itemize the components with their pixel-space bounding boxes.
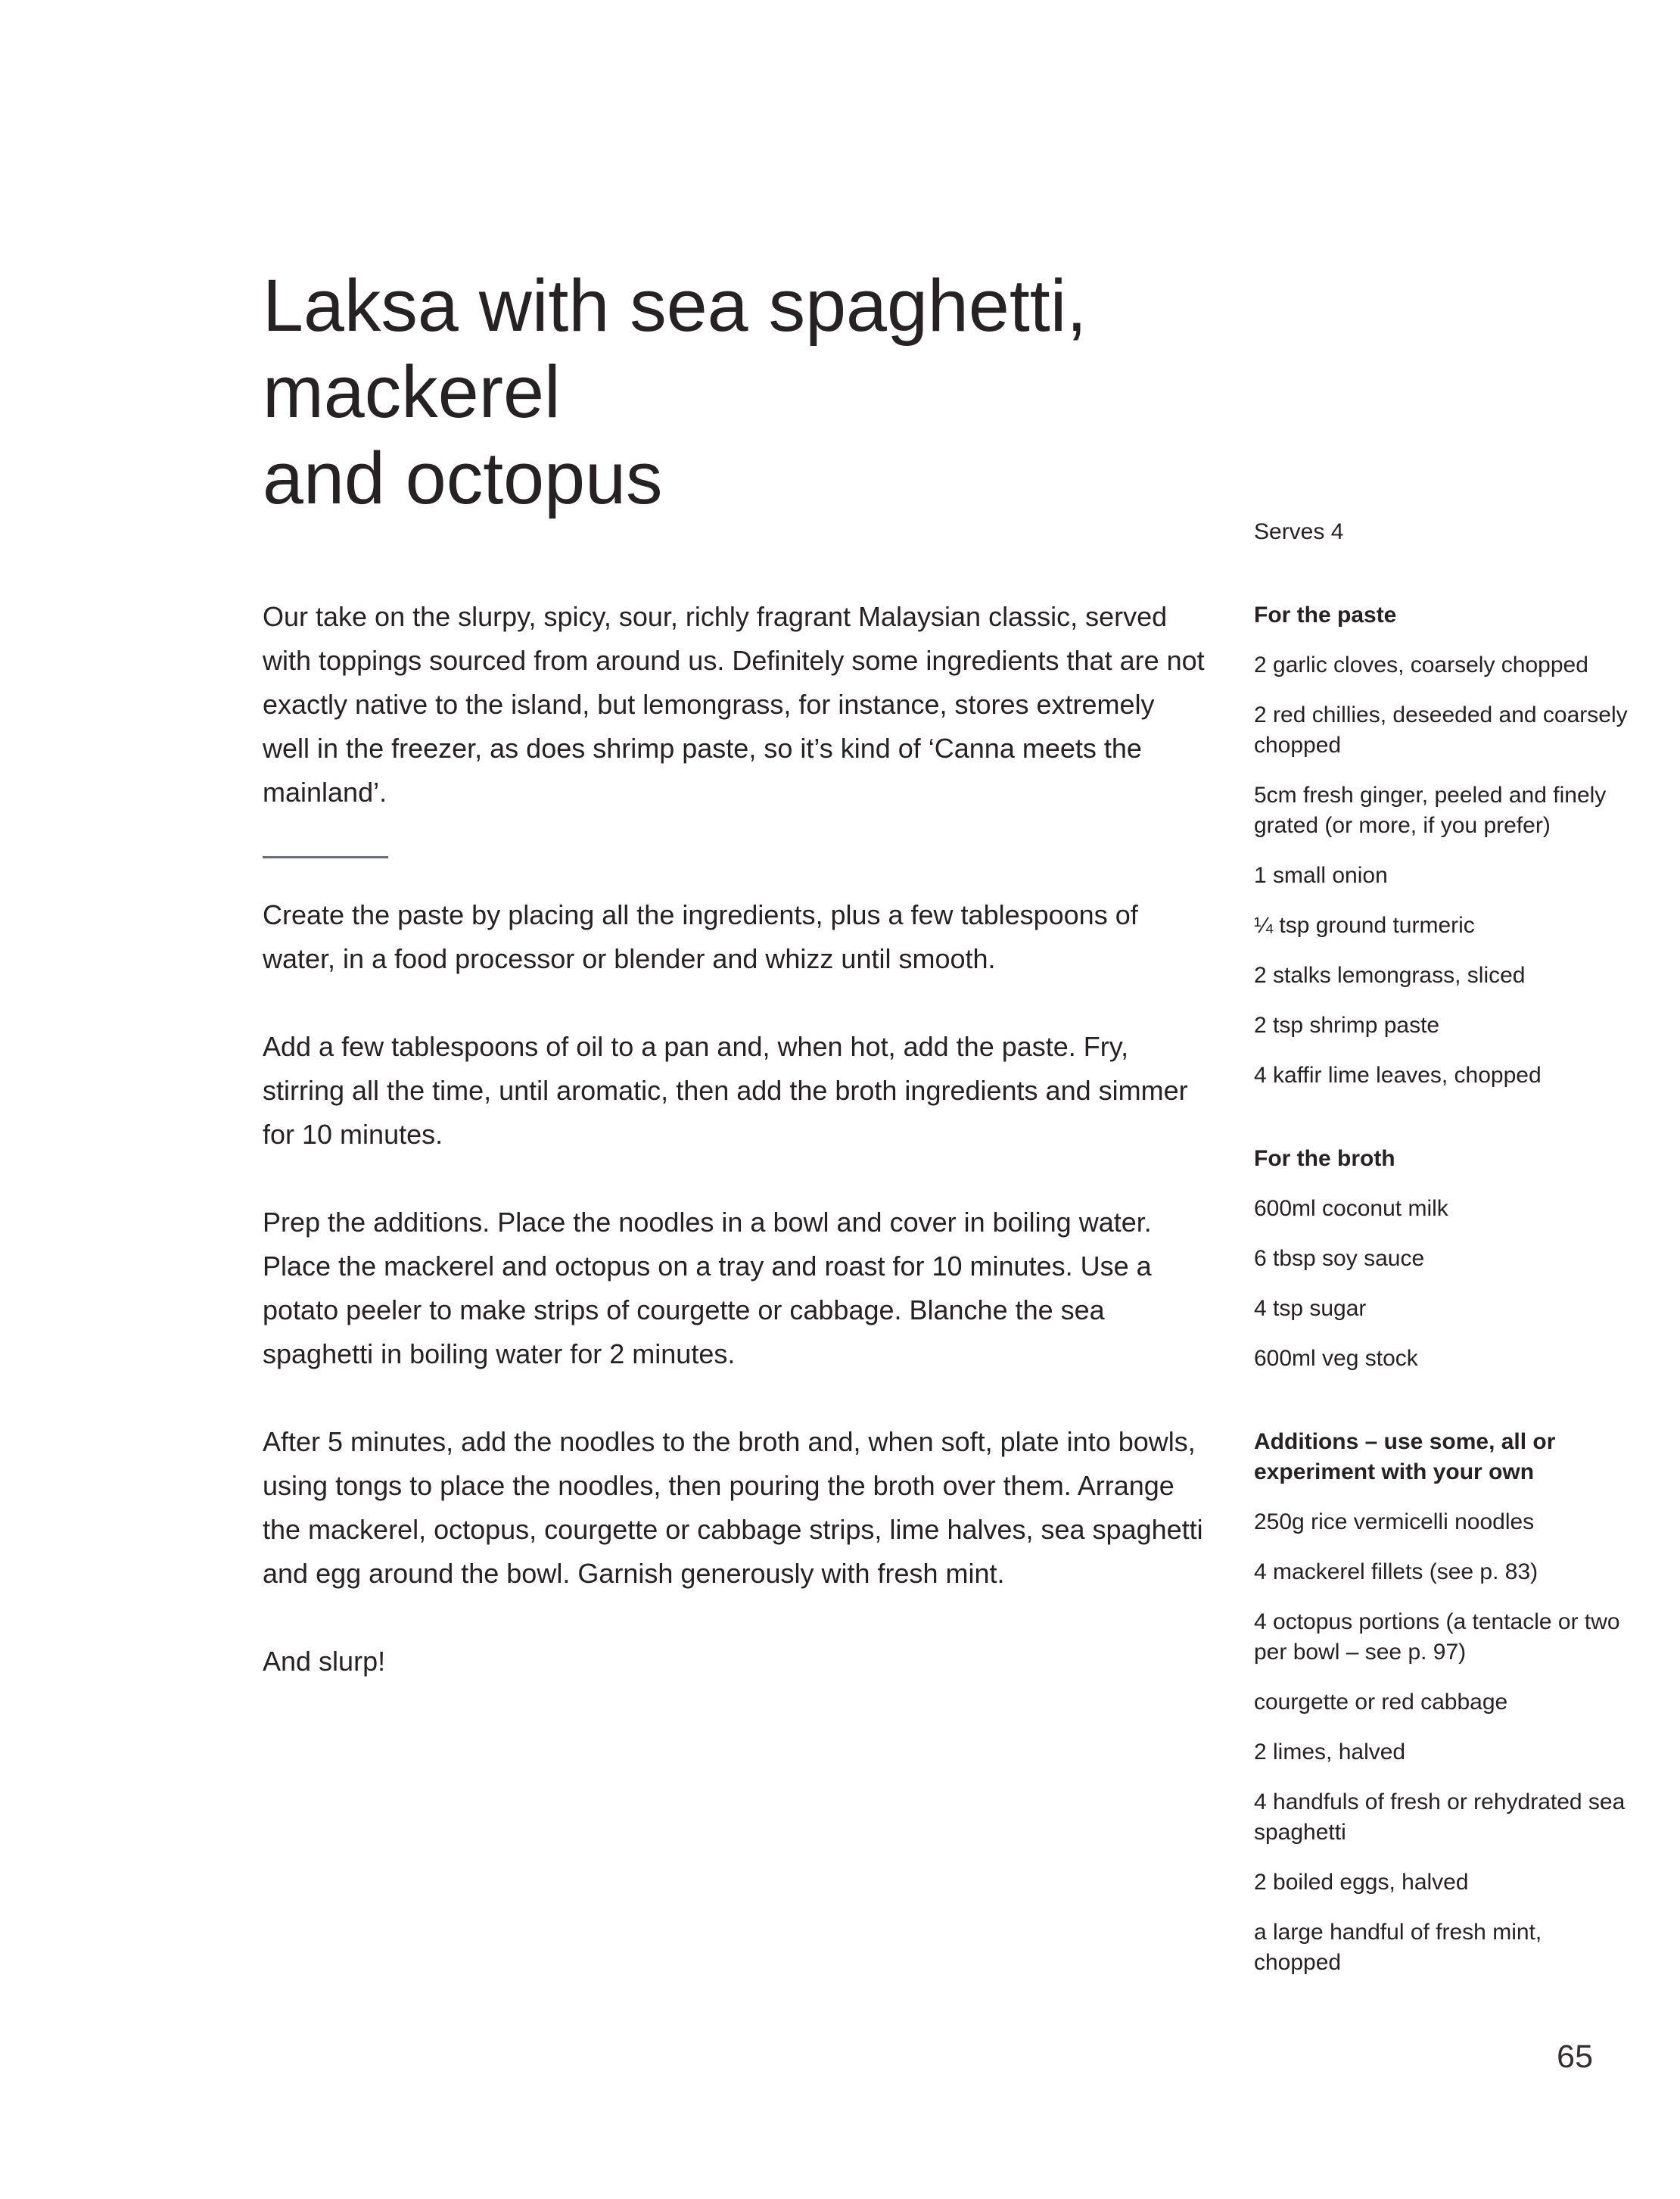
broth-section-heading: For the broth xyxy=(1254,1146,1395,1171)
ingredient-item: 4 tsp sugar xyxy=(1254,1296,1367,1321)
ingredient-item: 2 stalks lemongrass, sliced xyxy=(1254,963,1526,988)
ingredient-item: ¼ tsp ground turmeric xyxy=(1254,913,1475,938)
intro-paragraph: Our take on the slurpy, spicy, sour, richly fragrant Malaysian classic, served with toppings sourced from around us. Definitely some ingredients that are not exactly native to the island, but lemongrass, for instance, stores extremely well in the freezer, as does shrimp paste, so it’s kind of ‘Canna meets the mainland’. xyxy=(263,601,1205,808)
method-paragraph-2: Add a few tablespoons of oil to a pan and, when hot, add the paste. Fry, stirring all the time, until aromatic, then add the broth ingredients and simmer for 10 minutes. xyxy=(263,1031,1188,1150)
ingredient-item: 4 kaffir lime leaves, chopped xyxy=(1254,1063,1542,1088)
section-divider xyxy=(263,856,388,858)
ingredient-item: 600ml coconut milk xyxy=(1254,1196,1448,1221)
ingredient-item: 2 limes, halved xyxy=(1254,1740,1406,1764)
ingredient-item: a large handful of fresh mint, chopped xyxy=(1254,1920,1542,1975)
page-title xyxy=(263,263,1205,522)
ingredient-item: 4 mackerel fillets (see p. 83) xyxy=(1254,1559,1538,1584)
method-paragraph-3: Prep the additions. Place the noodles in a bowl and cover in boiling water. Place the mackerel and octopus on a tray and roast for 10 minutes. Use a potato peeler to make strips of courgette or cabbage. Blanche the sea spaghetti in boiling water for 2 minutes. xyxy=(263,1207,1152,1369)
ingredient-item: 4 octopus portions (a tentacle or two per bowl – see p. 97) xyxy=(1254,1609,1620,1665)
ingredient-item: 2 tsp shrimp paste xyxy=(1254,1013,1440,1038)
ingredient-item: 600ml veg stock xyxy=(1254,1346,1418,1371)
ingredient-item: 6 tbsp soy sauce xyxy=(1254,1246,1425,1271)
ingredient-item: 2 red chillies, deseeded and coarsely chopped xyxy=(1254,702,1628,758)
ingredients-sidebar xyxy=(1254,517,1629,1978)
method-paragraph-1: Create the paste by placing all the ingredients, plus a few tablespoons of water, in a food processor or blender and whizz until smooth. xyxy=(263,899,1138,974)
page-number: 65 xyxy=(1557,2039,1593,2075)
ingredient-item: 5cm fresh ginger, peeled and finely grated (or more, if you prefer) xyxy=(1254,783,1607,838)
ingredient-item: 2 boiled eggs, halved xyxy=(1254,1870,1469,1895)
ingredient-item: 2 garlic cloves, coarsely chopped xyxy=(1254,653,1588,677)
serves-label: Serves 4 xyxy=(1254,519,1344,544)
page-title-line-1: Laksa with sea spaghetti, mackerel xyxy=(263,264,1087,433)
method-paragraph-4: After 5 minutes, add the noodles to the broth and, when soft, plate into bowls, using tongs to place the noodles, then pouring the broth over them. Arrange the mackerel, octopus, courgette or cabbage strips, lime halves, sea spaghetti and egg around the bowl. Garnish generously with fresh mint. xyxy=(263,1426,1203,1589)
paste-section-heading: For the paste xyxy=(1254,603,1397,628)
recipe-main-column xyxy=(263,263,1205,1684)
ingredient-item: 250g rice vermicelli noodles xyxy=(1254,1509,1535,1534)
ingredient-item: courgette or red cabbage xyxy=(1254,1690,1508,1715)
ingredient-item: 1 small onion xyxy=(1254,863,1388,888)
method-paragraph-5: And slurp! xyxy=(263,1646,386,1677)
ingredient-item: 4 handfuls of fresh or rehydrated sea spaghetti xyxy=(1254,1789,1626,1845)
page-title-line-2: and octopus xyxy=(263,437,663,519)
additions-section-heading: Additions – use some, all or experiment with your own xyxy=(1254,1429,1556,1484)
